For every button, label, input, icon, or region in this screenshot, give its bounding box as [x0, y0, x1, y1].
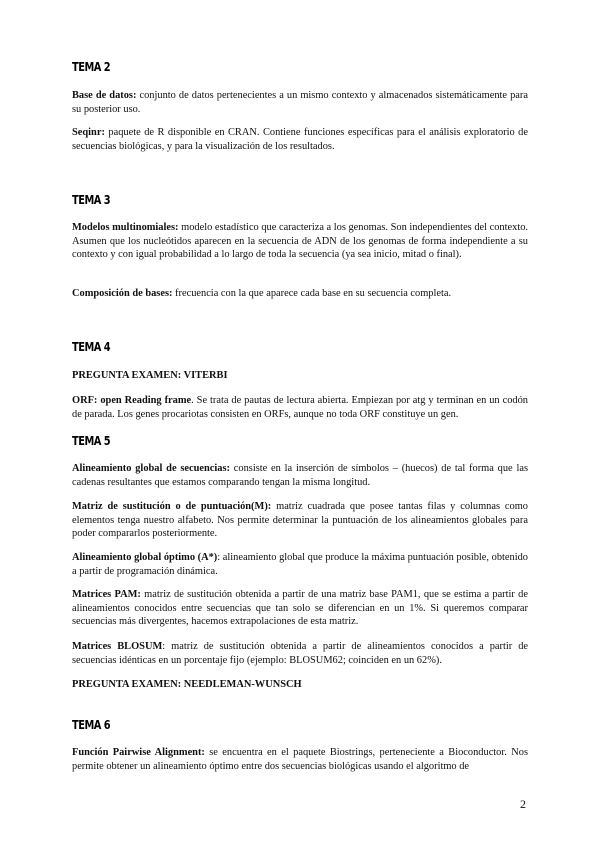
definition-text: conjunto de datos pertenecientes a un mismo contexto y almacenados sistemáticamente para su posterior uso. [72, 90, 528, 115]
term: Composición de bases: [72, 288, 173, 299]
definition-orf [72, 394, 528, 421]
definition-seqinr [72, 126, 528, 153]
section-heading-tema-3: TEMA 3 [72, 193, 111, 207]
term: Función Pairwise Alignment: [72, 747, 205, 758]
term: Matriz de sustitución o de puntuación(M): [72, 501, 272, 512]
definition-alineamiento-global [72, 462, 528, 489]
section-heading-tema-2: TEMA 2 [72, 60, 111, 74]
definition-matriz-de-sustitucion [72, 500, 528, 541]
definition-text: consiste en la inserción de símbolos – (huecos) de tal forma que las cadenas resultantes que estamos comparando tengan la misma longitud. [72, 463, 528, 488]
term: Alineamiento global de secuencias: [72, 463, 230, 474]
definition-composicion-de-bases [72, 287, 528, 301]
exam-question-viterbi: PREGUNTA EXAMEN: VITERBI [72, 370, 228, 381]
section-heading-tema-4: TEMA 4 [72, 340, 111, 354]
term: Matrices BLOSUM [72, 641, 163, 652]
definition-text: frecuencia con la que aparece cada base en su secuencia completa. [172, 288, 452, 299]
exam-question-needleman-wunsch: PREGUNTA EXAMEN: NEEDLEMAN-WUNSCH [72, 679, 302, 690]
definition-pairwise-alignment [72, 746, 528, 773]
term: Alineamiento global óptimo (A*) [72, 552, 218, 563]
definition-matrices-pam [72, 588, 528, 629]
term: Base de datos: [72, 90, 137, 101]
page-number: 2 [520, 797, 526, 811]
definition-text: matriz cuadrada que posee tantas filas y columnas como elementos tenga nuestro alfabeto. Nos permite determinar la puntuación de los alineamientos globales para poder compararlos posteriormente. [72, 501, 528, 539]
definition-text: : alineamiento global que produce la máxima puntuación posible, obtenido a partir de programación dinámica. [72, 552, 528, 577]
definition-text: . Se trata de pautas de lectura abierta. Empiezan por atg y terminan en un codón de parada. Los genes procariotas consisten en ORFs, aunque no toda ORF constituye un gen. [72, 395, 528, 420]
definition-text: paquete de R disponible en CRAN. Contiene funciones específicas para el análisis exploratorio de secuencias biológicas, y para la visualización de los resultados. [72, 127, 528, 152]
section-heading-tema-5: TEMA 5 [72, 434, 111, 448]
definition-text: modelo estadístico que caracteriza a los genomas. Son independientes del contexto. Asumen que los nucleótidos aparecen en la secuencia de ADN de los genomas de forma independiente a su contexto y con igual probabilidad a lo largo de toda la secuencia (ya sea inicio, mitad o final). [72, 222, 529, 260]
term: Modelos multinomiales: [72, 222, 179, 233]
definition-text: matriz de sustitución obtenida a partir de una matriz base PAM1, que se estima a partir de alineamientos conocidos entre secuencias que tan solo se diferencian en un 1%. Si queremos comparar secuencias más divergentes, hacemos extrapolaciones de esta matriz. [72, 589, 528, 627]
definition-alineamiento-optimo [72, 551, 528, 578]
definition-base-de-datos [72, 89, 528, 116]
term: Matrices PAM: [72, 589, 141, 600]
term: ORF: open Reading frame [72, 395, 192, 406]
term: Seqinr: [72, 127, 105, 138]
definition-text: : matriz de sustitución obtenida a partir de alineamientos conocidos a partir de secuencias idénticas en un porcentaje fijo (ejemplo: BLOSUM62; coinciden en un 62%). [72, 641, 529, 666]
definition-matrices-blosum [72, 640, 528, 667]
definition-text: se encuentra en el paquete Biostrings, perteneciente a Bioconductor. Nos permite obtener un alineamiento óptimo entre dos secuencias biológicas usando el algoritmo de [72, 747, 528, 772]
definition-modelos-multinomiales [72, 221, 528, 262]
section-heading-tema-6: TEMA 6 [72, 718, 111, 732]
